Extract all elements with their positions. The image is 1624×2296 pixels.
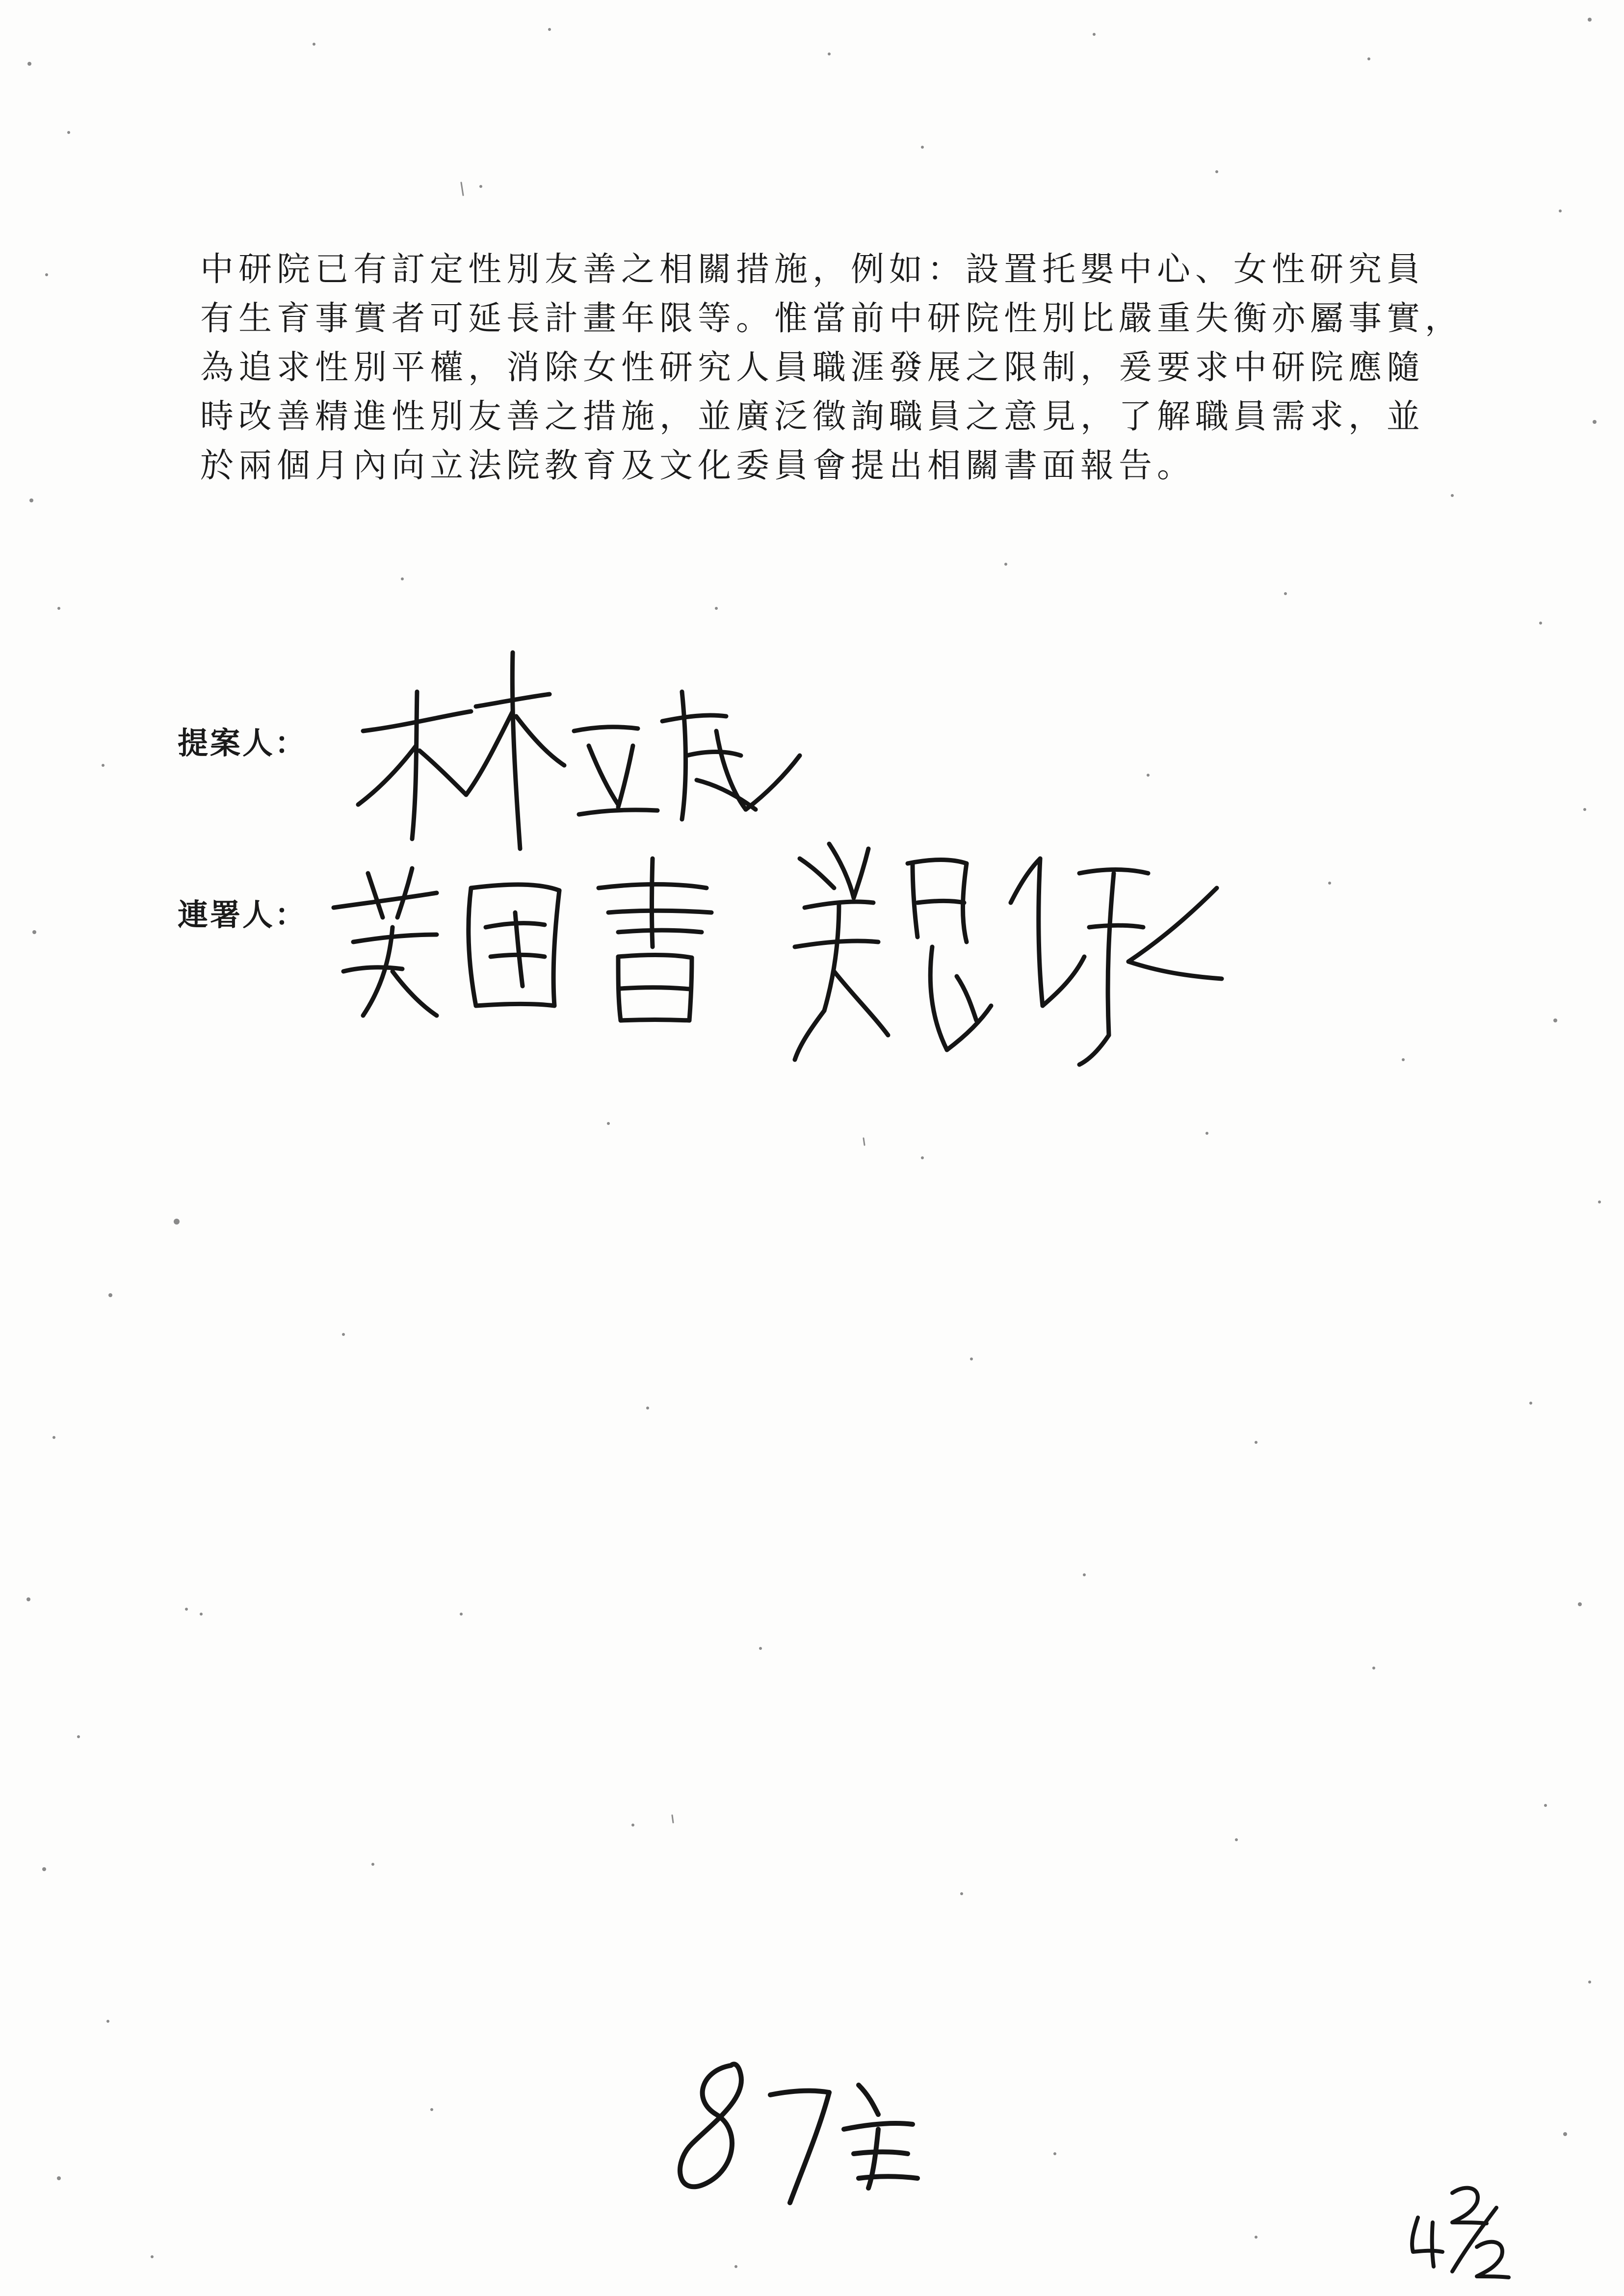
cosigner-signature-1 <box>324 844 726 1045</box>
body-line-1: 中研院已有訂定性別友善之相關措施，例如：設置托嬰中心、女性研究員 <box>200 250 1425 289</box>
body-line-2: 有生育事實者可延長計畫年限等。惟當前中研院性別比嚴重失衡亦屬事實， <box>200 299 1464 338</box>
body-line-5: 於兩個月內向立法院教育及文化委員會提出相關書面報告。 <box>200 446 1196 485</box>
proposal-body <box>200 245 1476 491</box>
body-line-4: 時改善精進性別友善之措施，並廣泛徵詢職員之意見，了解職員需求，並 <box>200 397 1425 436</box>
cosigner-signature-2 <box>785 829 1236 1094</box>
proposer-signature <box>343 633 814 863</box>
handwritten-page-mark <box>672 2056 927 2222</box>
body-line-3: 為追求性別平權，消除女性研究人員職涯發展之限制，爰要求中研院應隨 <box>200 348 1425 387</box>
cosigner-label: 連署人： <box>178 897 308 933</box>
handwritten-sheet-mark <box>1403 2178 1516 2281</box>
proposer-label: 提案人： <box>178 725 308 761</box>
